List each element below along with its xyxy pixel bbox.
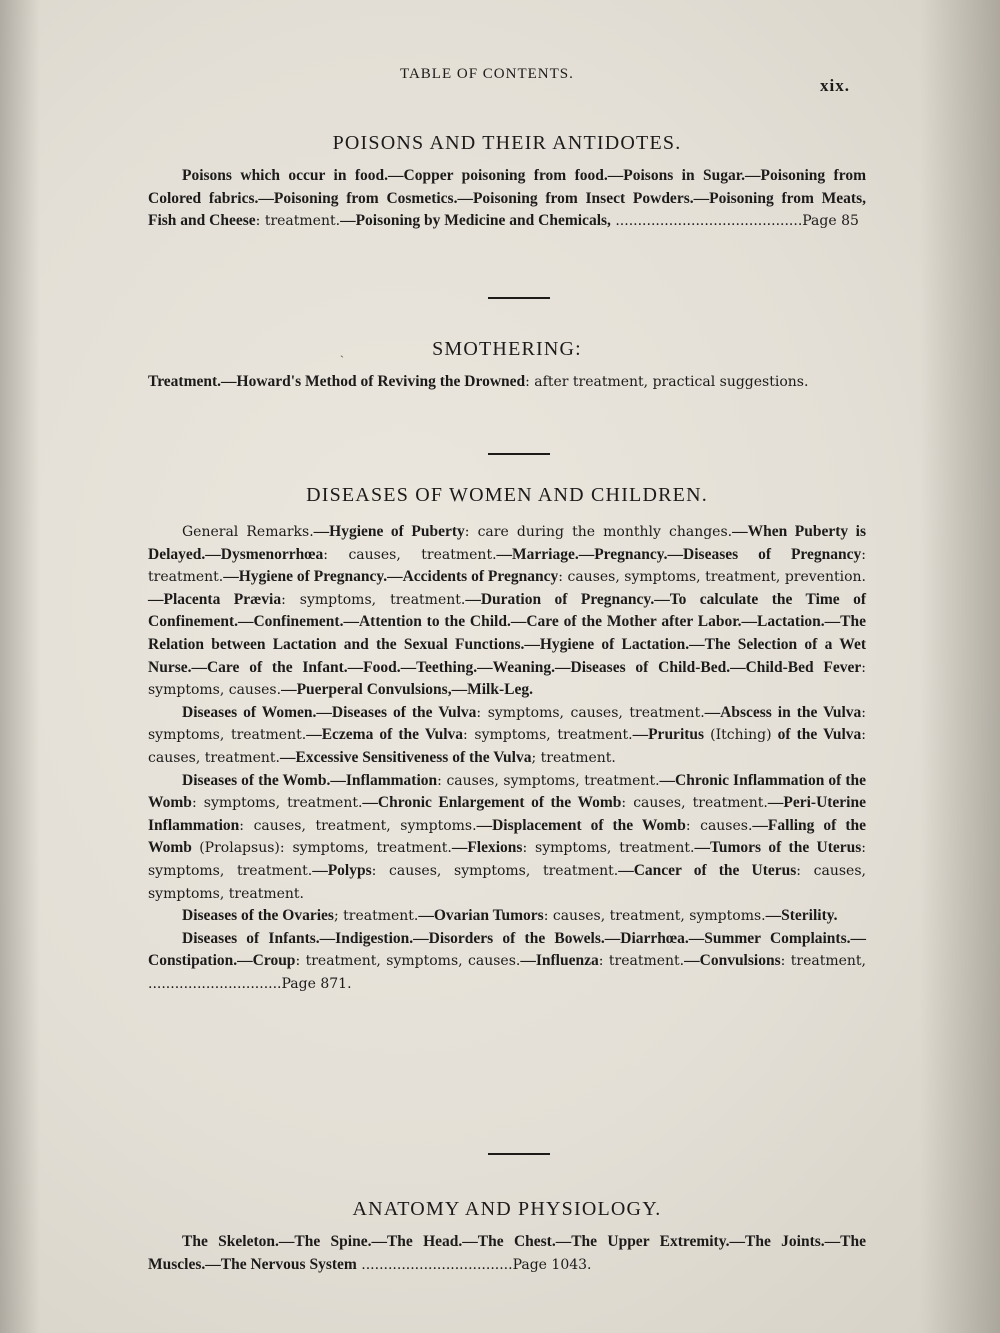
- section-body-smothering: [148, 371, 866, 394]
- bold-entry: —Poisoning by Medicine and Chemicals,: [340, 212, 611, 230]
- entry-note: : causes, treatment, symptoms.: [239, 817, 477, 834]
- section-poisons: [148, 132, 866, 233]
- bold-entry: —Peri-Uterine Inflammation: [148, 794, 866, 834]
- section-title-poisons: POISONS AND THEIR ANTIDOTES.: [332, 132, 682, 154]
- bold-entry: —Excessive Sensitiveness of the Vulva: [280, 748, 532, 766]
- entry-note: : causes, symptoms, treatment.: [148, 862, 866, 902]
- bold-entry: The Skeleton.—The Spine.—The Head.—The Chest.—The Upper Extremity.—The Joints.—The Muscles.—The Nervous System: [148, 1233, 866, 1273]
- entry-note: : causes, symptoms, treatment.: [437, 772, 660, 789]
- entry-note: : symptoms, treatment.: [148, 840, 866, 879]
- bold-entry: of the Vulva: [771, 726, 862, 744]
- entry-note: : causes, symptoms, treatment, prevention.: [558, 569, 866, 586]
- bold-entry: —Cancer of the Uterus: [618, 861, 797, 879]
- entry-note: : causes, symptoms, treatment.: [371, 862, 619, 879]
- bold-entry: —Ovarian Tumors: [418, 907, 544, 925]
- paragraph-diseases-of-infants: [148, 928, 866, 996]
- bold-entry: —Chronic Enlargement of the Womb: [362, 794, 622, 812]
- page-number: xix.: [820, 76, 850, 95]
- bold-entry: —Sterility.: [765, 907, 838, 925]
- bold-entry: —When Puberty is Delayed.—Dysmenorrhœa: [148, 523, 866, 563]
- bold-entry: —Tumors of the Uterus: [694, 839, 862, 857]
- entry-note: Page 85: [802, 213, 859, 230]
- entry-note: ; treatment.: [531, 749, 616, 766]
- entry-note: : symptoms, treatment.: [463, 727, 633, 744]
- entry-note: : treatment.: [148, 546, 866, 586]
- bold-entry: —Chronic Inflammation of the Womb: [148, 771, 867, 812]
- entry-note: Page 1043.: [512, 1256, 592, 1273]
- entry-note: : symptoms, causes, treatment.: [476, 704, 705, 721]
- section-divider: [488, 297, 550, 299]
- bold-entry: —Puerperal Convulsions,—Milk-Leg.: [281, 681, 533, 699]
- entry-note: : symptoms, treatment.: [281, 591, 466, 608]
- section-smothering: [148, 338, 866, 394]
- bold-entry: —Marriage.—Pregnancy.—Diseases of Pregnancy: [496, 545, 862, 563]
- bold-entry: —Hygiene of Puberty: [313, 523, 465, 540]
- bold-entry: —Falling of the Womb: [148, 816, 866, 857]
- bold-entry: Treatment.—Howard's Method of Reviving the Drowned: [148, 373, 526, 390]
- entry-note: : symptoms, causes.: [148, 659, 866, 699]
- section-title-anatomy: ANATOMY AND PHYSIOLOGY.: [352, 1198, 662, 1220]
- bold-entry: —Flexions: [451, 839, 523, 857]
- entry-note: : symptoms, treatment.: [148, 704, 866, 744]
- entry-note: : causes, treatment, symptoms.: [543, 908, 766, 925]
- entry-note: (Itching): [710, 727, 772, 744]
- bold-entry: —Influenza: [520, 952, 599, 970]
- entry-note: ..................................: [356, 1256, 513, 1273]
- running-head: TABLE OF CONTENTS.: [400, 66, 574, 82]
- ink-mark: ˎ: [340, 344, 344, 358]
- section-title-smothering: SMOTHERING:: [432, 338, 582, 360]
- section-divider: [488, 453, 550, 455]
- entry-note: : causes.: [685, 817, 753, 834]
- bold-entry: —Hygiene of Pregnancy.—Accidents of Pregnancy: [223, 568, 559, 586]
- entry-note: : treatment.: [598, 953, 685, 970]
- entry-note: : after treatment, practical suggestions.: [525, 374, 809, 390]
- bold-entry: —Displacement of the Womb: [476, 816, 686, 834]
- paragraph-diseases-of-women: [148, 702, 866, 770]
- entry-note: (Prolapsus): symptoms, treatment.: [199, 840, 452, 857]
- bold-entry: —Placenta Prævia: [148, 590, 282, 608]
- section-title-diseases: DISEASES OF WOMEN AND CHILDREN.: [306, 484, 708, 506]
- bold-entry: —Convulsions: [684, 952, 781, 970]
- bold-entry: —Polyps: [312, 861, 372, 879]
- entry-note: ; treatment.: [333, 908, 419, 925]
- entry-note: ..........................................: [610, 213, 803, 230]
- bold-entry: —Duration of Pregnancy.—To calculate the Time of Confinement.—Confinement.—Attention to the Child.—Care of the Mother after Labor.—Lactation.—The Relation between Lactation and the Sexual Functions.—Hygiene of Lactation.—The Selection of a Wet Nurse.—Care of the Infant.—Food.—Teething.—Weaning.—Diseases of Child-Bed.—Child-Bed Fever: [148, 590, 866, 676]
- section-divider: [488, 1153, 550, 1155]
- entry-note: : treatment.: [255, 213, 341, 230]
- entry-note: Page 871.: [281, 975, 352, 992]
- bold-entry: —Eczema of the Vulva: [306, 726, 464, 744]
- bold-entry: —Pruritus: [632, 726, 711, 744]
- bold-entry: —Abscess in the Vulva: [704, 703, 862, 721]
- bold-entry: Poisons which occur in food.—Copper poisoning from food.—Poisons in Sugar.—Poisoning from Colored fabrics.—Poisoning from Cosmetics.—Poisoning from Insect Powders.—Poisoning from Meats, Fish and Cheese: [148, 167, 866, 230]
- section-diseases: [148, 484, 866, 995]
- entry-note: : causes, treatment.: [323, 546, 497, 563]
- entry-note: : treatment, symptoms, causes.: [295, 953, 521, 970]
- section-body-anatomy: [148, 1231, 866, 1276]
- bold-entry: Diseases of the Ovaries: [182, 907, 334, 925]
- entry-note: : causes, treatment.: [621, 795, 768, 812]
- bold-entry: Diseases of Infants.—Indigestion.—Disorders of the Bowels.—Diarrhœa.—Summer Complaints.—Constipation.—Croup: [148, 929, 866, 970]
- entry-note: General Remarks.: [182, 524, 314, 540]
- entry-note: : care during the monthly changes.: [464, 524, 733, 540]
- bold-entry: Diseases of Women.—Diseases of the Vulva: [182, 703, 477, 721]
- bold-entry: Diseases of the Womb.—Inflammation: [182, 771, 438, 789]
- section-anatomy: [148, 1198, 866, 1276]
- entry-note: : symptoms, treatment.: [191, 795, 363, 812]
- paragraph-general-remarks: [148, 521, 866, 702]
- paragraph-diseases-of-ovaries: [148, 905, 866, 928]
- section-body-poisons: [148, 165, 866, 233]
- entry-note: : causes, treatment.: [148, 727, 866, 766]
- paragraph-diseases-of-womb: [148, 770, 866, 906]
- entry-note: : treatment, ..............................: [148, 953, 867, 992]
- entry-note: : symptoms, treatment.: [522, 840, 695, 857]
